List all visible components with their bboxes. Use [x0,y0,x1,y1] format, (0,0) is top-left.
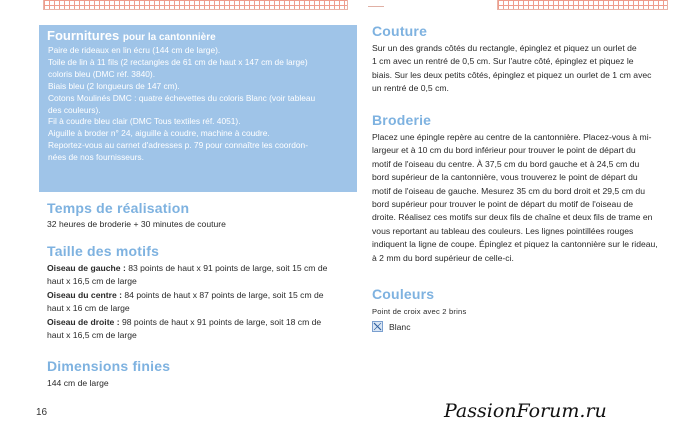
fournitures-line: Paire de rideaux en lin écru (144 cm de large). [48,45,221,55]
fournitures-line: Cotons Moulinés DMC : quatre échevettes du coloris Blanc (voir tableau [48,92,316,103]
cross-stitch-icon [372,321,383,332]
taille-list [47,262,352,342]
color-key-row [372,321,411,332]
dimensions-title: Dimensions finies [47,358,171,374]
broderie-line: largeur et à 10 cm du bord inférieur pour trouver le point de départ du [372,145,636,156]
broderie-line: droite. Réalisez ces motifs sur deux fils de chaîne et deux fils de trame en [372,212,653,223]
broderie-line: Placez une épingle repère au centre de la cantonnière. Placez-vous à mi- [372,132,652,142]
motif-item [47,316,352,329]
motif-text-cont: haut x 16,5 cm de large [47,276,137,287]
broderie-line: bord supérieur pour trouver le point de départ du motif de l'oiseau de [372,199,634,210]
motif-label: Oiseau du centre : [47,289,122,300]
color-name: Blanc [389,321,411,332]
motif-item [47,289,352,302]
broderie-line: à 2 mm du bord supérieur de celle-ci. [372,252,514,263]
broderie-line: vous reportant au tableau des couleurs. Les lignes pointillées rouges [372,225,634,236]
chart-grid-strip-right [497,0,668,10]
fournitures-line: Toile de lin à 11 fils (2 rectangles de 61 cm de haut x 147 cm de large) [48,56,308,67]
dimensions-text: 144 cm de large [47,378,109,388]
stitch-label: Point de croix avec 2 brins [372,307,467,316]
couture-line: Sur un des grands côtés du rectangle, épinglez et piquez un ourlet de [372,43,637,53]
fournitures-heading [47,28,216,43]
motif-item [47,262,352,275]
fournitures-box [39,25,357,192]
chart-grid-strip-left [43,0,348,10]
motif-text: 84 points de haut x 87 points de large, soit 15 cm de [121,289,324,300]
fournitures-list [48,45,353,164]
couture-text [372,42,680,96]
fournitures-line: Biais bleu (2 longueurs de 147 cm). [48,80,180,91]
broderie-line: indiquent la ligne de coupe. Épinglez et piquez la cantonnière sur le rideau, [372,239,658,250]
fournitures-line: Aiguille à broder n° 24, aiguille à coudre, machine à coudre. [48,128,270,139]
motif-text-cont: haut x 16,5 cm de large [47,330,137,341]
couture-line: 1 cm avec un rentré de 0,5 cm. Sur l'autre côté, épinglez et piquez le [372,56,634,67]
page-number: 16 [36,407,48,418]
fournitures-line: Reportez-vous au carnet d'adresses p. 79 pour connaître les coordon- [48,140,308,151]
fournitures-title: Fournitures [47,28,120,43]
fournitures-line: des couleurs). [48,104,101,115]
couleurs-title: Couleurs [372,286,435,302]
fournitures-line: nées de nos fournisseurs. [48,152,144,163]
broderie-title: Broderie [372,112,432,128]
broderie-line: bord supérieur de la cantonnière, vous trouverez le point de départ du [372,172,638,183]
motif-text-cont: haut x 16 cm de large [47,303,130,314]
fournitures-line: coloris bleu (DMC réf. 3840). [48,68,156,79]
motif-label: Oiseau de droite : [47,316,120,327]
broderie-line: motif de l'oiseau du centre. À 37,5 cm du bord gauche et à 24,5 cm du [372,158,640,169]
broderie-text [372,131,680,265]
couture-title: Couture [372,23,428,39]
motif-text: 83 points de haut x 91 points de large, soit 15 cm de [125,263,328,273]
watermark-logo: PassionForum.ru [444,400,607,422]
fournitures-line: Fil à coudre bleu clair (DMC Tous textiles réf. 4051). [48,116,241,127]
couture-line: biais. Sur les deux petits côtés, épinglez et piquez un ourlet de 1 cm avec [372,69,652,80]
cut-mark [368,0,384,7]
taille-title: Taille des motifs [47,243,160,259]
couture-line: un rentré de 0,5 cm. [372,83,449,94]
motif-text: 98 points de haut x 91 points de large, soit 18 cm de [119,316,322,327]
broderie-line: motif de l'oiseau de gauche. Mesurez 35 cm du bord droit et 29,5 cm du [372,185,645,196]
temps-text: 32 heures de broderie + 30 minutes de couture [47,219,226,229]
fournitures-subtitle: pour la cantonnière [122,32,216,43]
motif-label: Oiseau de gauche : [47,263,126,273]
temps-title: Temps de réalisation [47,200,190,216]
